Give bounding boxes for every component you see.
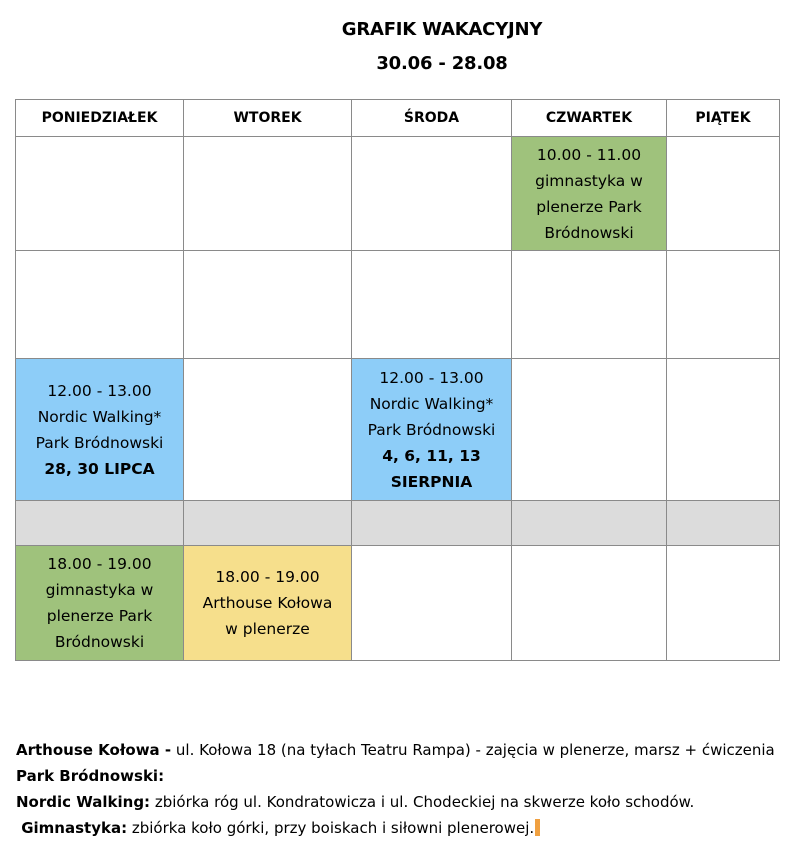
event-text: gimnastyka w [45,581,154,599]
table-header-row [16,100,780,137]
table-cell [184,359,352,501]
table-cell [184,137,352,251]
table-cell [512,501,667,546]
event-cell-monday-nordic-walking [16,359,184,501]
event-text: Bródnowski [54,633,145,651]
table-row-separator [16,501,780,546]
event-time: 10.00 - 11.00 [536,145,642,164]
event-time: 12.00 - 13.00 [379,368,484,387]
table-row [16,137,780,251]
event-cell-monday-gymnastics [16,546,184,661]
event-text: gimnastyka w [535,171,643,190]
table-cell [16,137,184,251]
table-cell [184,501,352,546]
header-thursday: CZWARTEK [512,100,667,137]
table-cell [667,359,780,501]
table-cell [667,251,780,359]
note-text: ul. Kołowa 18 (na tyłach Teatru Rampa) - zajęcia w plenerze, marsz + ćwiczenia [171,741,775,759]
note-label: Nordic Walking: [16,793,151,811]
table-cell [352,137,512,251]
event-cell-tuesday-arthouse [184,546,352,661]
table-cell [16,251,184,359]
page-title: GRAFIK WAKACYJNY [341,19,543,40]
note-line [16,763,806,789]
event-text: plenerze Park [46,607,153,625]
event-cell-wednesday-nordic-walking [352,359,512,501]
event-text: Park Bródnowski [367,420,496,439]
table-row [16,546,780,661]
text-cursor [535,819,540,836]
event-time: 12.00 - 13.00 [47,381,152,400]
note-line [16,737,806,763]
note-text: zbiórka róg ul. Kondratowicza i ul. Chodeckiej na skwerze koło schodów. [150,793,695,811]
table-cell [352,251,512,359]
table-cell [184,251,352,359]
table-cell [512,251,667,359]
table-cell [352,546,512,661]
event-text: Nordic Walking* [369,394,494,413]
table-cell [667,137,780,251]
event-text: Bródnowski [544,223,634,242]
header-monday: PONIEDZIAŁEK [16,100,184,137]
event-time: 18.00 - 19.00 [47,555,152,573]
schedule-table [15,99,780,661]
note-text: zbiórka koło górki, przy boiskach i siłowni plenerowej. [127,819,535,837]
notes-section [16,737,806,841]
event-text: Park Bródnowski [35,433,164,452]
table-cell [667,546,780,661]
table-row [16,251,780,359]
header-friday: PIĄTEK [667,100,780,137]
event-dates: 28, 30 LIPCA [44,459,155,478]
header-tuesday: WTOREK [184,100,352,137]
event-text: plenerze Park [536,197,642,216]
table-cell [352,501,512,546]
note-line [16,815,806,841]
table-cell [667,501,780,546]
note-line [16,789,806,815]
note-label: Gimnastyka: [16,819,128,837]
event-time: 18.00 - 19.00 [215,568,320,586]
event-dates: SIERPNIA [390,472,473,491]
table-row [16,359,780,501]
event-text: Arthouse Kołowa [202,594,333,612]
table-cell [16,501,184,546]
event-cell-thursday-gymnastics [512,137,667,251]
note-label: Park Bródnowski: [16,767,165,785]
header-wednesday: ŚRODA [352,100,512,137]
event-dates: 4, 6, 11, 13 [382,446,481,465]
note-label: Arthouse Kołowa - [16,741,172,759]
table-cell [512,359,667,501]
event-text: Nordic Walking* [37,407,162,426]
table-cell [512,546,667,661]
date-range: 30.06 - 28.08 [376,53,508,74]
event-text: w plenerze [225,620,310,638]
